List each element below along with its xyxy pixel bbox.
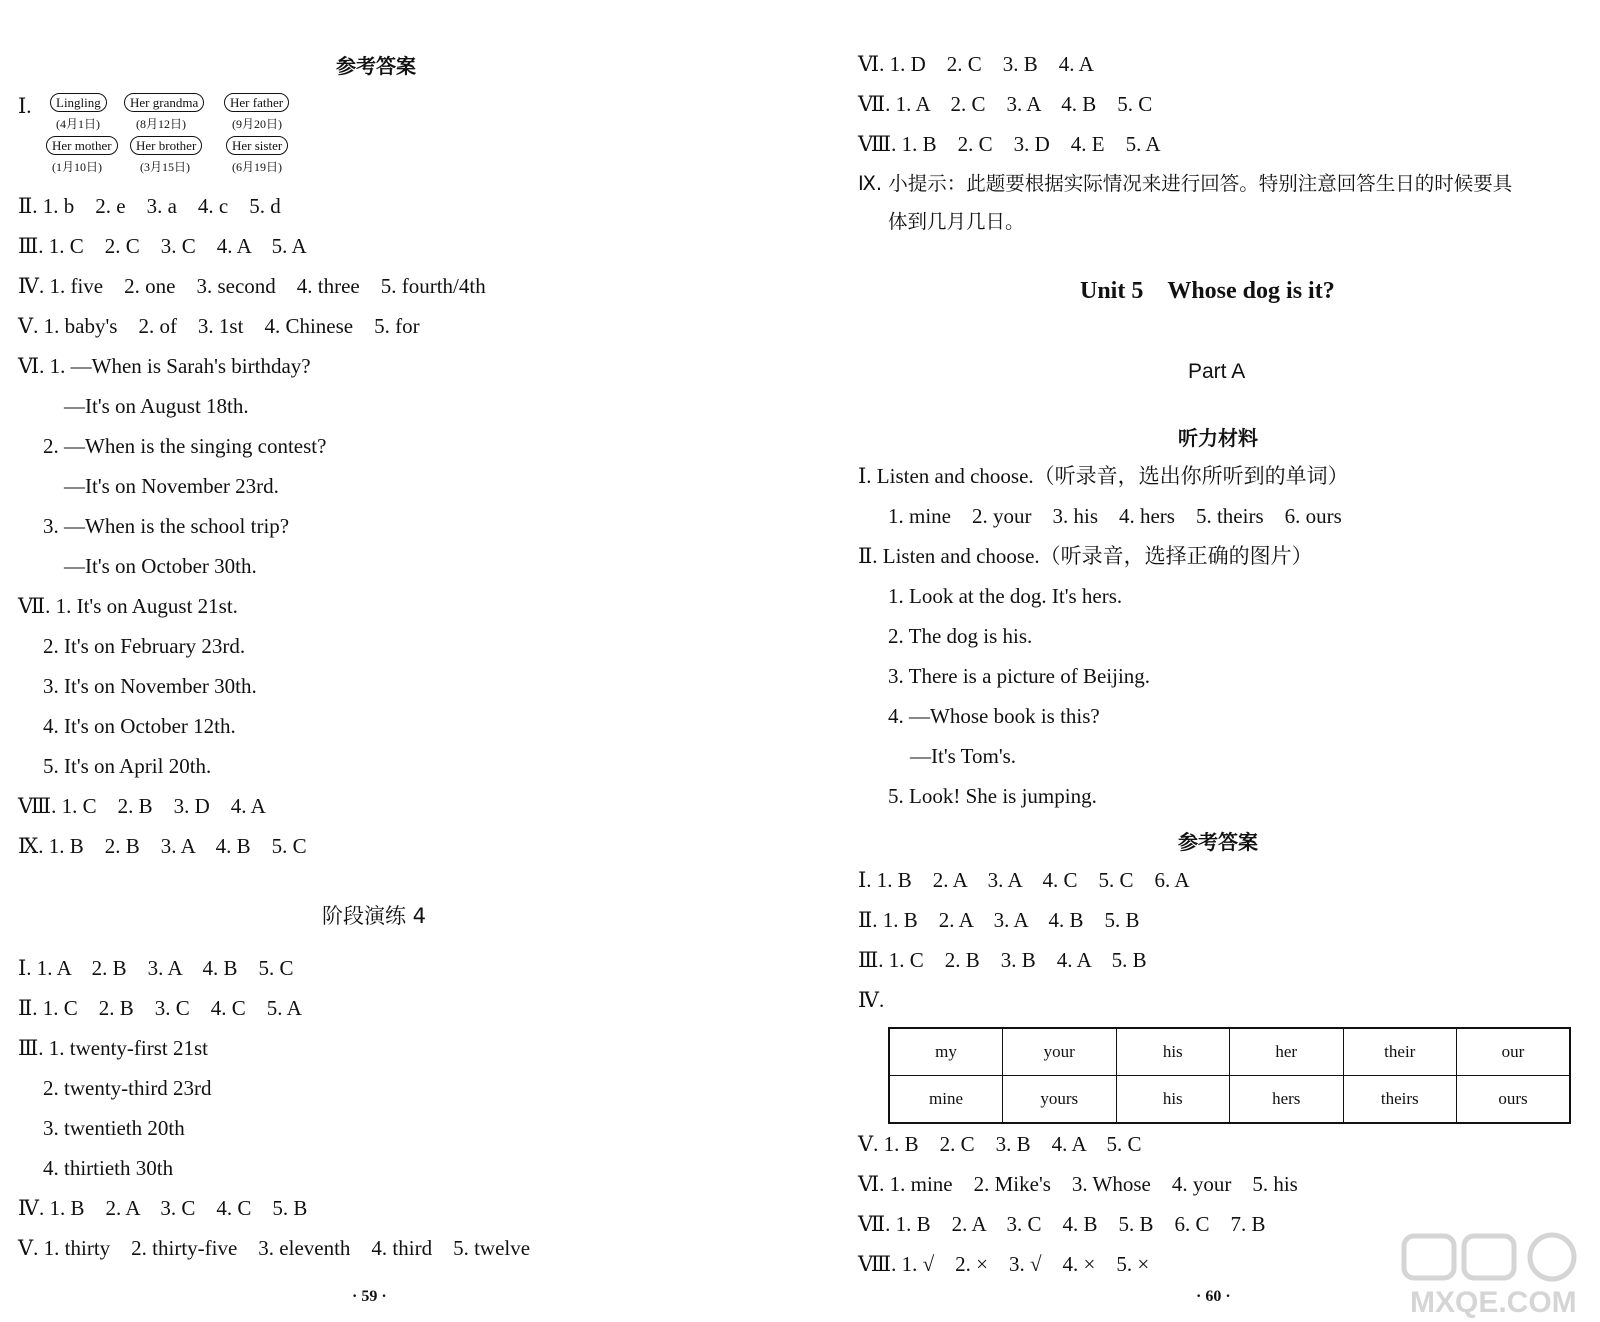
answer-line: Ⅸ. 小提示：此题要根据实际情况来进行回答。特别注意回答生日的时候要具 bbox=[858, 172, 1513, 195]
listening-line: 3. There is a picture of Beijing. bbox=[888, 664, 1151, 688]
answer-line: Ⅷ. 1. √ 2. × 3. √ 4. × 5. × bbox=[858, 1252, 1150, 1276]
answer-line: Ⅲ. 1. twenty-first 21st bbox=[18, 1036, 208, 1060]
answer-line: 3. —When is the school trip? bbox=[43, 514, 290, 538]
oval-name: Her grandma bbox=[124, 93, 204, 112]
listening-line: Ⅰ. Listen and choose.（听录音，选出你所听到的单词） bbox=[858, 464, 1349, 488]
oval-date: (9月20日) bbox=[232, 117, 282, 131]
answer-line: Ⅵ. 1. mine 2. Mike's 3. Whose 4. your 5. his bbox=[858, 1172, 1298, 1196]
answer-line: Ⅶ. 1. A 2. C 3. A 4. B 5. C bbox=[858, 92, 1153, 116]
listening-line: 1. mine 2. your 3. his 4. hers 5. theirs 6. ours bbox=[888, 504, 1342, 528]
stage-title: 阶段演练 4 bbox=[322, 904, 427, 928]
listening-title: 听力材料 bbox=[1178, 426, 1258, 450]
table-cell: their bbox=[1343, 1028, 1457, 1076]
oval-name: Lingling bbox=[50, 93, 107, 112]
answer-line: 2. twenty-third 23rd bbox=[43, 1076, 212, 1100]
table-cell: his bbox=[1116, 1076, 1230, 1124]
answer-line: Ⅳ. bbox=[858, 988, 885, 1012]
answer-line: Ⅴ. 1. thirty 2. thirty-five 3. eleventh 4. third 5. twelve bbox=[18, 1236, 531, 1260]
table-cell: our bbox=[1457, 1028, 1571, 1076]
answer-line: Ⅷ. 1. B 2. C 3. D 4. E 5. A bbox=[858, 132, 1161, 156]
oval-date: (1月10日) bbox=[52, 160, 102, 174]
answer-line: Ⅵ. 1. D 2. C 3. B 4. A bbox=[858, 52, 1094, 76]
answer-line: 2. It's on February 23rd. bbox=[43, 634, 246, 658]
answer-line: Ⅱ. 1. C 2. B 3. C 4. C 5. A bbox=[18, 996, 302, 1020]
answer-line: —It's on October 30th. bbox=[64, 554, 257, 578]
table-cell: theirs bbox=[1343, 1076, 1457, 1124]
answer-line: Ⅳ. 1. five 2. one 3. second 4. three 5. fourth/4th bbox=[18, 274, 486, 298]
answer-line: 体到几月几日。 bbox=[888, 210, 1025, 233]
listening-line: 5. Look! She is jumping. bbox=[888, 784, 1097, 808]
answer-line: 4. thirtieth 30th bbox=[43, 1156, 174, 1180]
answer-line: Ⅲ. 1. C 2. C 3. C 4. A 5. A bbox=[18, 234, 307, 258]
table-cell: hers bbox=[1230, 1076, 1344, 1124]
answer-line: Ⅶ. 1. B 2. A 3. C 4. B 5. B 6. C 7. B bbox=[858, 1212, 1266, 1236]
q1-label: Ⅰ. bbox=[18, 94, 32, 118]
answer-line: —It's on August 18th. bbox=[64, 394, 249, 418]
listening-line: —It's Tom's. bbox=[910, 744, 1017, 768]
page-number-right: · 60 · bbox=[1196, 1288, 1231, 1305]
oval-date: (8月12日) bbox=[136, 117, 186, 131]
answer-line: Ⅶ. 1. It's on August 21st. bbox=[18, 594, 238, 618]
answer-line: 3. twentieth 20th bbox=[43, 1116, 185, 1140]
answer-line: Ⅷ. 1. C 2. B 3. D 4. A bbox=[18, 794, 266, 818]
listening-line: 1. Look at the dog. It's hers. bbox=[888, 584, 1123, 608]
listening-line: Ⅱ. Listen and choose.（听录音，选择正确的图片） bbox=[858, 544, 1313, 568]
table-cell: my bbox=[889, 1028, 1003, 1076]
page-number-left: · 59 · bbox=[352, 1288, 387, 1305]
table-row bbox=[889, 1028, 1570, 1076]
table-cell: her bbox=[1230, 1028, 1344, 1076]
oval-name: Her sister bbox=[226, 136, 288, 155]
answer-line: Ⅱ. 1. B 2. A 3. A 4. B 5. B bbox=[858, 908, 1140, 932]
answer-line: Ⅱ. 1. b 2. e 3. a 4. c 5. d bbox=[18, 194, 281, 218]
table-row bbox=[889, 1076, 1570, 1124]
table-cell: his bbox=[1116, 1028, 1230, 1076]
answer-line: Ⅰ. 1. B 2. A 3. A 4. C 5. C 6. A bbox=[858, 868, 1190, 892]
oval-name: Her mother bbox=[46, 136, 118, 155]
left-answer-title: 参考答案 bbox=[336, 54, 416, 78]
answer-line: Ⅳ. 1. B 2. A 3. C 4. C 5. B bbox=[18, 1196, 308, 1220]
answer-line: Ⅵ. 1. —When is Sarah's birthday? bbox=[18, 354, 311, 378]
answer-line: Ⅸ. 1. B 2. B 3. A 4. B 5. C bbox=[18, 834, 307, 858]
table-cell: ours bbox=[1457, 1076, 1571, 1124]
table-cell: mine bbox=[889, 1076, 1003, 1124]
answer-line: Ⅰ. 1. A 2. B 3. A 4. B 5. C bbox=[18, 956, 294, 980]
oval-name: Her father bbox=[224, 93, 289, 112]
answer-line: Ⅴ. 1. baby's 2. of 3. 1st 4. Chinese 5. for bbox=[18, 314, 420, 338]
part-title: Part A bbox=[1188, 360, 1246, 383]
answer-line: Ⅲ. 1. C 2. B 3. B 4. A 5. B bbox=[858, 948, 1147, 972]
table-cell: yours bbox=[1003, 1076, 1117, 1124]
oval-date: (4月1日) bbox=[56, 117, 100, 131]
answer-line: 4. It's on October 12th. bbox=[43, 714, 236, 738]
unit-title: Unit 5 Whose dog is it? bbox=[1080, 278, 1335, 304]
pronoun-table bbox=[888, 1027, 1571, 1124]
listening-line: 4. —Whose book is this? bbox=[888, 704, 1100, 728]
answer-line: 3. It's on November 30th. bbox=[43, 674, 257, 698]
right-answer-title: 参考答案 bbox=[1178, 830, 1258, 854]
answer-line: Ⅴ. 1. B 2. C 3. B 4. A 5. C bbox=[858, 1132, 1142, 1156]
answer-line: 5. It's on April 20th. bbox=[43, 754, 212, 778]
watermark-logo-icon bbox=[1400, 1232, 1595, 1320]
table-cell: your bbox=[1003, 1028, 1117, 1076]
listening-line: 2. The dog is his. bbox=[888, 624, 1033, 648]
answer-line: —It's on November 23rd. bbox=[64, 474, 279, 498]
oval-date: (6月19日) bbox=[232, 160, 282, 174]
oval-date: (3月15日) bbox=[140, 160, 190, 174]
answer-line: 2. —When is the singing contest? bbox=[43, 434, 327, 458]
oval-name: Her brother bbox=[130, 136, 202, 155]
svg-text:MXQE.COM: MXQE.COM bbox=[1410, 1286, 1577, 1319]
